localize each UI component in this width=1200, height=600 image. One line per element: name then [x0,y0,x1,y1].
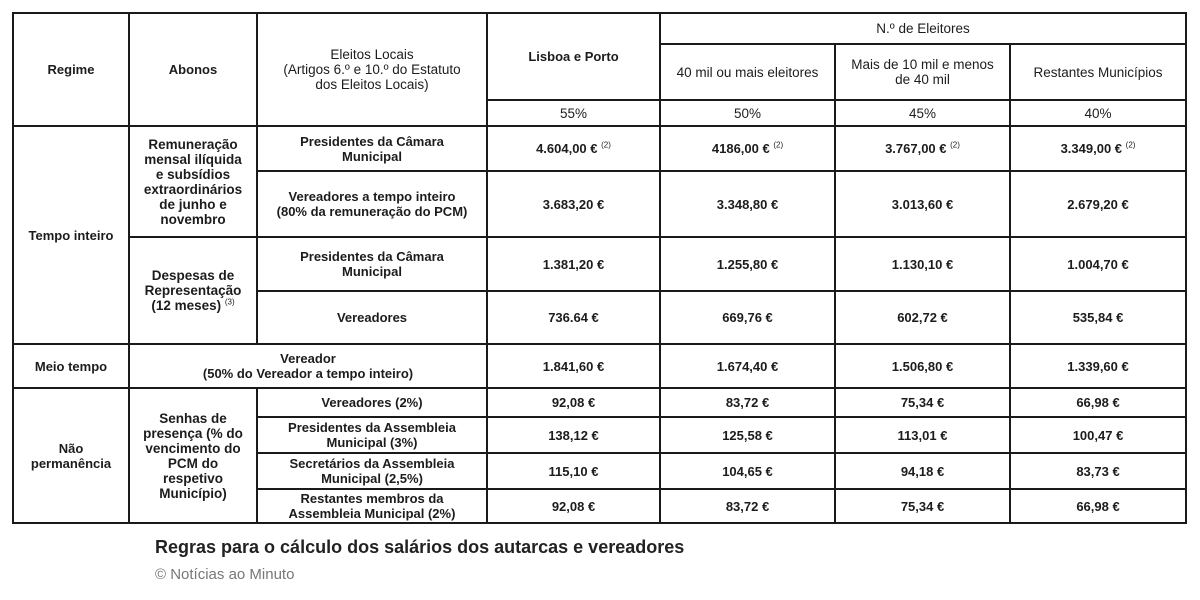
value-cell: 1.674,40 € [660,344,835,388]
header-abonos: Abonos [129,13,257,126]
value-cell: 83,72 € [660,489,835,523]
value-cell: 1.339,60 € [1010,344,1186,388]
eleito-vereadores: Vereadores [257,291,487,344]
figure-caption: Regras para o cálculo dos salários dos autarcas e vereadores [155,537,685,557]
pct-10-a-40mil: 45% [835,100,1010,126]
value-cell: 4.604,00 € $^{(2)}$ [487,126,660,171]
image-credit: © Notícias ao Minuto [155,566,295,583]
value-cell: 1.255,80 € [660,237,835,291]
value-cell: 669,76 € [660,291,835,344]
header-restantes: Restantes Municípios [1010,44,1186,100]
value-cell: 94,18 € [835,453,1010,489]
regime-meio-tempo: Meio tempo [13,344,129,388]
value-cell: 75,34 € [835,388,1010,417]
value-cell: 4186,00 € $^{(2)}$ [660,126,835,171]
value-cell: 92,08 € [487,489,660,523]
eleito-sp-restantes-membros: Restantes membros da Assembleia Municipal (2%) [257,489,487,523]
header-regime: Regime [13,13,129,126]
value-cell: 115,10 € [487,453,660,489]
header-40mil: 40 mil ou mais eleitores [660,44,835,100]
value-cell: 113,01 € [835,417,1010,453]
pct-restantes: 40% [1010,100,1186,126]
value-cell: 1.506,80 € [835,344,1010,388]
value-cell: 602,72 € [835,291,1010,344]
abono-remuneracao: Remuneração mensal ilíquida e subsídios extraordinários de junho e novembro [129,126,257,237]
value-cell: 138,12 € [487,417,660,453]
value-cell: 75,34 € [835,489,1010,523]
regime-tempo-inteiro: Tempo inteiro [13,126,129,344]
value-cell: 104,65 € [660,453,835,489]
eleito-presidentes-camara: Presidentes da Câmara Municipal [257,126,487,171]
value-cell: 3.348,80 € [660,171,835,237]
eleito-sp-secretarios-assembleia: Secretários da Assembleia Municipal (2,5%) [257,453,487,489]
header-eleitos-locais: Eleitos Locais (Artigos 6.º e 10.º do Estatuto dos Eleitos Locais) [257,13,487,126]
salary-rules-table [12,12,1187,524]
eleito-sp-vereadores: Vereadores (2%) [257,388,487,417]
value-cell: 3.767,00 € $^{(2)}$ [835,126,1010,171]
value-cell: 66,98 € [1010,489,1186,523]
value-cell: 83,73 € [1010,453,1186,489]
value-cell: 3.013,60 € [835,171,1010,237]
value-cell: 1.130,10 € [835,237,1010,291]
pct-lisboa: 55% [487,100,660,126]
value-cell: 1.004,70 € [1010,237,1186,291]
value-cell: 100,47 € [1010,417,1186,453]
header-lisboa-porto: Lisboa e Porto [487,13,660,100]
value-cell: 83,72 € [660,388,835,417]
value-cell: 1.381,20 € [487,237,660,291]
value-cell: 66,98 € [1010,388,1186,417]
value-cell: 92,08 € [487,388,660,417]
value-cell: 535,84 € [1010,291,1186,344]
eleito-vereador-meio-tempo: Vereador (50% do Vereador a tempo inteiro) [129,344,487,388]
eleito-presidentes-camara-despesas: Presidentes da Câmara Municipal [257,237,487,291]
regime-nao-permanencia: Não permanência [13,388,129,523]
pct-40mil: 50% [660,100,835,126]
value-cell: 125,58 € [660,417,835,453]
value-cell: 3.683,20 € [487,171,660,237]
header-10-a-40mil: Mais de 10 mil e menos de 40 mil [835,44,1010,100]
value-cell: 3.349,00 € $^{(2)}$ [1010,126,1186,171]
value-cell: 1.841,60 € [487,344,660,388]
header-numero-eleitores: N.º de Eleitores [660,13,1186,44]
eleito-vereadores-tempo-inteiro: Vereadores a tempo inteiro (80% da remuneração do PCM) [257,171,487,237]
value-cell: 2.679,20 € [1010,171,1186,237]
eleito-sp-presidentes-assembleia: Presidentes da Assembleia Municipal (3%) [257,417,487,453]
abono-despesas-representacao: Despesas de Representação (12 meses) $^{(3)}$ [129,237,257,344]
value-cell: 736.64 € [487,291,660,344]
abono-senhas-presenca: Senhas de presença (% do vencimento do PCM do respetivo Município) [129,388,257,523]
